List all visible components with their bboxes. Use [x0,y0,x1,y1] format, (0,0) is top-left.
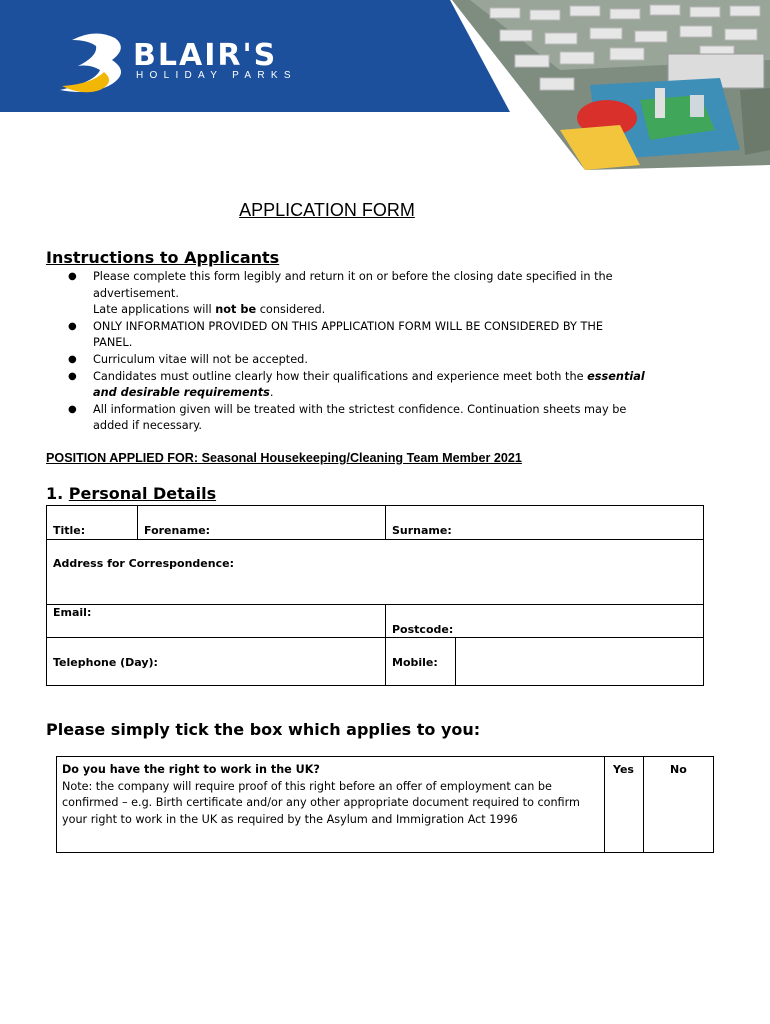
forename-field[interactable]: Forename: [144,524,211,537]
title-field[interactable]: Title: [53,524,86,537]
bullet-icon: ● [68,353,77,365]
position-applied: POSITION APPLIED FOR: Seasonal Housekeeping/Cleaning Team Member 2021 [46,451,522,465]
instruction-item: ● ONLY INFORMATION PROVIDED ON THIS APPLICATION FORM WILL BE CONSIDERED BY THE PANEL. [68,319,603,350]
yes-checkbox[interactable]: Yes [613,763,634,776]
brand-name: BLAIR'S [133,38,278,73]
personal-details-heading: 1. Personal Details [46,484,217,503]
form-title: APPLICATION FORM [239,200,415,220]
bullet-icon: ● [68,320,77,332]
header-banner [0,0,770,170]
instruction-item: ● All information given will be treated with the strictest confidence. Continuation sheets may be added if necessary. [68,402,627,433]
right-to-work-question: Do you have the right to work in the UK? Note: the company will require proof of this right before an offer of employment can be confirmed – e.g. Birth certificate and/or any other appropriate document required to confirm your right to work in the UK as required by the Asylum and Immigration Act 1996 [62,763,580,826]
instruction-item: ● Candidates must outline clearly how their qualifications and experience meet both the essential and desirable requirements. [68,369,645,400]
telephone-field[interactable]: Telephone (Day): [53,656,158,669]
tick-section-heading: Please simply tick the box which applies to you: [46,720,481,739]
postcode-field[interactable]: Postcode: [392,623,454,636]
header-graphic [0,0,770,170]
bullet-icon: ● [68,370,77,382]
instruction-item: ● Curriculum vitae will not be accepted. [46,352,666,369]
bullet-icon: ● [68,403,77,415]
bullet-icon: ● [68,271,77,282]
brand-subtitle: HOLIDAY PARKS [136,70,297,81]
email-field[interactable]: Email: [53,606,92,619]
instructions-list [46,269,666,435]
address-field[interactable]: Address for Correspondence: [53,557,234,570]
park-aerial-photo [452,0,770,170]
surname-field[interactable]: Surname: [392,524,452,537]
no-checkbox[interactable]: No [670,763,687,776]
instruction-item: ● Please complete this form legibly and return it on or before the closing date specified in the advertisement. Late applications will not be considered. [68,270,613,317]
mobile-field[interactable]: Mobile: [392,656,438,669]
instructions-heading: Instructions to Applicants [46,248,280,267]
